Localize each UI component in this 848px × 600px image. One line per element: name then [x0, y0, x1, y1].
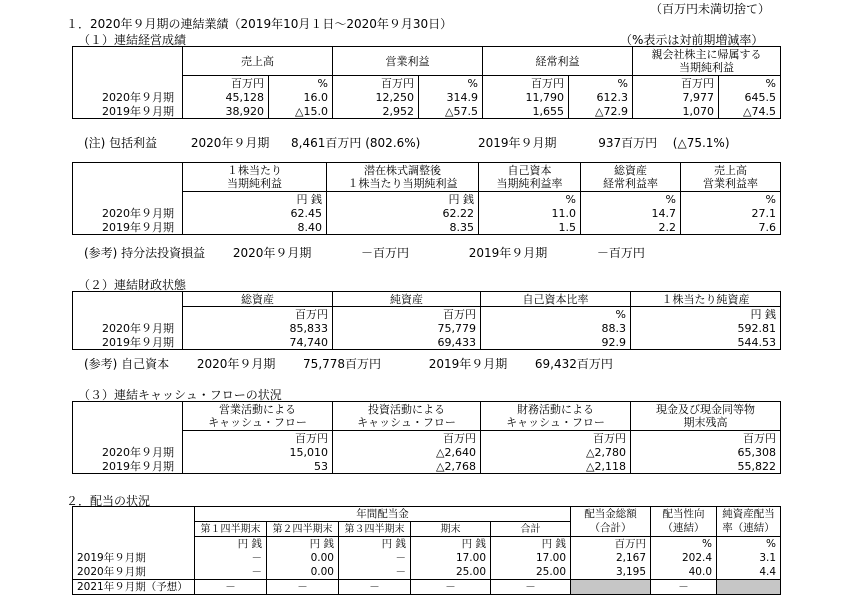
cell: 27.1 — [681, 206, 781, 220]
corner-cell — [73, 507, 195, 522]
cell: 45,128 — [183, 90, 269, 104]
col-header: 第３四半期末 — [339, 522, 411, 537]
cell: 2.2 — [581, 220, 681, 235]
unit-label: % — [717, 537, 781, 552]
cell: － — [339, 580, 411, 595]
s1-1-title: （１）連結経営成績 — [78, 33, 187, 47]
cell: △2,780 — [481, 445, 631, 459]
unit-label: 百万円 — [183, 307, 333, 322]
col-header: 期末 — [411, 522, 491, 537]
unit-label: 円 銭 — [183, 192, 327, 207]
cell: － — [195, 551, 267, 565]
note-label: (参考) 自己資本 — [84, 357, 170, 371]
cell: 0.00 — [267, 551, 339, 565]
unit-label: 百万円 — [631, 431, 781, 446]
note-period: 2020年９月期 — [196, 357, 276, 371]
corner-cell — [73, 192, 183, 207]
col-header: 売上高 — [183, 47, 333, 76]
note-value: 69,432百万円 — [534, 357, 613, 371]
row-label: 2019年９月期 — [73, 220, 183, 235]
cell: 16.0 — [269, 90, 333, 104]
cell: △2,768 — [333, 459, 481, 474]
cell: 314.9 — [419, 90, 483, 104]
shaded-cell — [571, 580, 651, 595]
col-header: 配当金総額 — [571, 507, 651, 522]
unit-label: 円 銭 — [195, 537, 267, 552]
unit-label: % — [719, 76, 781, 91]
row-label: 2020年９月期 — [73, 445, 183, 459]
row-label: 2020年９月期 — [73, 90, 183, 104]
cell: － — [195, 565, 267, 580]
cell: 74,740 — [183, 335, 333, 350]
col-header: １株当たり 当期純利益 — [183, 163, 327, 192]
cell: 2,167 — [571, 551, 651, 565]
cell: 8.35 — [327, 220, 479, 235]
cell: 1,070 — [633, 104, 719, 119]
note-rate: (△75.1%) — [672, 136, 730, 150]
corner-cell — [73, 163, 183, 192]
cell: 25.00 — [491, 565, 571, 580]
unit-label: 百万円 — [183, 76, 269, 91]
col-header: 営業活動による キャッシュ・フロー — [183, 402, 333, 431]
note-period: 2019年９月期 — [428, 357, 508, 371]
col-header: 純資産配当 — [717, 507, 781, 522]
cell: － — [491, 580, 571, 595]
cell: 14.7 — [581, 206, 681, 220]
note-rate: (802.6%) — [365, 136, 421, 150]
row-label: 2019年９月期 — [73, 335, 183, 350]
cell: － — [267, 580, 339, 595]
unit-label: 百万円 — [333, 307, 481, 322]
table-row — [73, 459, 781, 474]
col-header: 投資活動による キャッシュ・フロー — [333, 402, 481, 431]
cell: 7,977 — [633, 90, 719, 104]
cell: 3.1 — [717, 551, 781, 565]
row-label: 2020年９月期 — [73, 565, 195, 580]
unit-label: 百万円 — [333, 76, 419, 91]
cell: － — [195, 580, 267, 595]
table-row — [73, 206, 781, 220]
unit-label: 円 銭 — [267, 537, 339, 552]
row-label: 2021年９月期（予想） — [73, 580, 195, 595]
cell: － — [411, 580, 491, 595]
corner-cell — [73, 292, 183, 307]
cell: 88.3 — [481, 321, 631, 335]
table-row — [73, 565, 781, 580]
row-label: 2019年９月期 — [73, 459, 183, 474]
cell: 544.53 — [631, 335, 781, 350]
cell: 11.0 — [479, 206, 581, 220]
cell: 15,010 — [183, 445, 333, 459]
note-value: 75,778百万円 — [303, 357, 382, 371]
operating-results-table — [72, 46, 781, 119]
cell: － — [339, 565, 411, 580]
table-row — [73, 580, 781, 595]
unit-label: 円 銭 — [327, 192, 479, 207]
note-period: 2020年９月期 — [190, 136, 270, 150]
cell: － — [651, 580, 717, 595]
col-header: 総資産 — [183, 292, 333, 307]
unit-label: % — [569, 76, 633, 91]
per-share-table — [72, 162, 781, 235]
col-header: （連結） — [651, 522, 717, 537]
shaded-cell — [717, 580, 781, 595]
table-row — [73, 445, 781, 459]
table-row — [73, 104, 781, 119]
cell: △57.5 — [419, 104, 483, 119]
unit-label: 百万円 — [481, 431, 631, 446]
unit-label: % — [681, 192, 781, 207]
col-header: 自己資本比率 — [481, 292, 631, 307]
corner-cell — [73, 307, 183, 322]
corner-cell — [73, 76, 183, 91]
unit-label: 百万円 — [333, 431, 481, 446]
financial-position-table — [72, 291, 781, 350]
col-header: 第１四半期末 — [195, 522, 267, 537]
unit-label: % — [581, 192, 681, 207]
cell: 592.81 — [631, 321, 781, 335]
cell: 75,779 — [333, 321, 481, 335]
cell: － — [339, 551, 411, 565]
cell: 85,833 — [183, 321, 333, 335]
cell: 40.0 — [651, 565, 717, 580]
cell: 1.5 — [479, 220, 581, 235]
corner-cell — [73, 537, 195, 552]
col-header: 親会社株主に帰属する 当期純利益 — [633, 47, 781, 76]
col-header: 合計 — [491, 522, 571, 537]
cell: 11,790 — [483, 90, 569, 104]
corner-cell — [73, 47, 183, 76]
unit-label: 円 銭 — [411, 537, 491, 552]
table-row — [73, 90, 781, 104]
cell: 0.00 — [267, 565, 339, 580]
unit-label: % — [481, 307, 631, 322]
col-header: 財務活動による キャッシュ・フロー — [481, 402, 631, 431]
cell: 69,433 — [333, 335, 481, 350]
s1-1-note: （%表示は対前期増減率） — [620, 33, 764, 47]
cash-flow-table — [72, 401, 781, 474]
s1-3-title: （２）連結財政状態 — [78, 278, 187, 292]
cell: 3,195 — [571, 565, 651, 580]
cell: 38,920 — [183, 104, 269, 119]
note-label: (参考) 持分法投資損益 — [84, 246, 206, 260]
cell: △72.9 — [569, 104, 633, 119]
col-header: 純資産 — [333, 292, 481, 307]
col-header: １株当たり純資産 — [631, 292, 781, 307]
dividends-table — [72, 506, 781, 595]
cell: 17.00 — [491, 551, 571, 565]
corner-cell — [73, 402, 183, 431]
note-value: －百万円 — [361, 246, 410, 260]
unit-label: 円 銭 — [631, 307, 781, 322]
unit-label: 円 銭 — [339, 537, 411, 552]
corner-cell — [73, 431, 183, 446]
unit-label: 百万円 — [571, 537, 651, 552]
row-label: 2019年９月期 — [73, 551, 195, 565]
note-period: 2020年９月期 — [232, 246, 312, 260]
cell: 17.00 — [411, 551, 491, 565]
unit-label: % — [479, 192, 581, 207]
table-row — [73, 335, 781, 350]
cell: △2,118 — [481, 459, 631, 474]
col-header: （合計） — [571, 522, 651, 537]
annual-dividend-header: 年間配当金 — [195, 507, 571, 522]
note-period: 2019年９月期 — [468, 246, 548, 260]
cell: 53 — [183, 459, 333, 474]
s1-4-title: （３）連結キャッシュ・フローの状況 — [78, 388, 282, 402]
section2-title: ２．配当の状況 — [66, 494, 151, 508]
col-header: 配当性向 — [651, 507, 717, 522]
cell: 4.4 — [717, 565, 781, 580]
col-header: 経常利益 — [483, 47, 633, 76]
comprehensive-note — [84, 134, 730, 151]
cell: 612.3 — [569, 90, 633, 104]
table-row — [73, 220, 781, 235]
unit-label: % — [269, 76, 333, 91]
note-value: －百万円 — [596, 246, 645, 260]
unit-label: % — [651, 537, 717, 552]
col-header: 現金及び現金同等物 期末残高 — [631, 402, 781, 431]
unit-label: % — [419, 76, 483, 91]
unit-label: 円 銭 — [491, 537, 571, 552]
row-label: 2019年９月期 — [73, 104, 183, 119]
section1-title: １．2020年９月期の連結業績（2019年10月１日～2020年９月30日） — [66, 17, 453, 31]
cell: 62.45 — [183, 206, 327, 220]
note-period: 2019年９月期 — [478, 136, 557, 150]
cell: 645.5 — [719, 90, 781, 104]
cell: △74.5 — [719, 104, 781, 119]
col-header: 自己資本 当期純利益率 — [479, 163, 581, 192]
cell: 7.6 — [681, 220, 781, 235]
unit-label: 百万円 — [183, 431, 333, 446]
table-row — [73, 321, 781, 335]
cell: 25.00 — [411, 565, 491, 580]
cell: 92.9 — [481, 335, 631, 350]
cell: 202.4 — [651, 551, 717, 565]
cell: 62.22 — [327, 206, 479, 220]
note-value: 8,461百万円 — [291, 136, 362, 150]
unit-label: 百万円 — [483, 76, 569, 91]
col-header: 総資産 経常利益率 — [581, 163, 681, 192]
cell: 65,308 — [631, 445, 781, 459]
cell: 12,250 — [333, 90, 419, 104]
cell: 8.40 — [183, 220, 327, 235]
cell: △2,640 — [333, 445, 481, 459]
note-value: 937百万円 — [598, 136, 658, 150]
table-row — [73, 551, 781, 565]
equity-note — [84, 355, 613, 372]
row-label: 2020年９月期 — [73, 321, 183, 335]
cell: 55,822 — [631, 459, 781, 474]
note-label: (注) 包括利益 — [84, 136, 158, 150]
cell: △15.0 — [269, 104, 333, 119]
col-header: 売上高 営業利益率 — [681, 163, 781, 192]
col-header: 第２四半期末 — [267, 522, 339, 537]
equity-method-note — [84, 244, 645, 261]
row-label: 2020年９月期 — [73, 206, 183, 220]
cell: 2,952 — [333, 104, 419, 119]
unit-label: 百万円 — [633, 76, 719, 91]
col-header: 営業利益 — [333, 47, 483, 76]
corner-cell — [73, 522, 195, 537]
unit-note: （百万円未満切捨て） — [650, 2, 771, 16]
cell: 1,655 — [483, 104, 569, 119]
col-header: 率（連結） — [717, 522, 781, 537]
col-header: 潜在株式調整後 １株当たり当期純利益 — [327, 163, 479, 192]
